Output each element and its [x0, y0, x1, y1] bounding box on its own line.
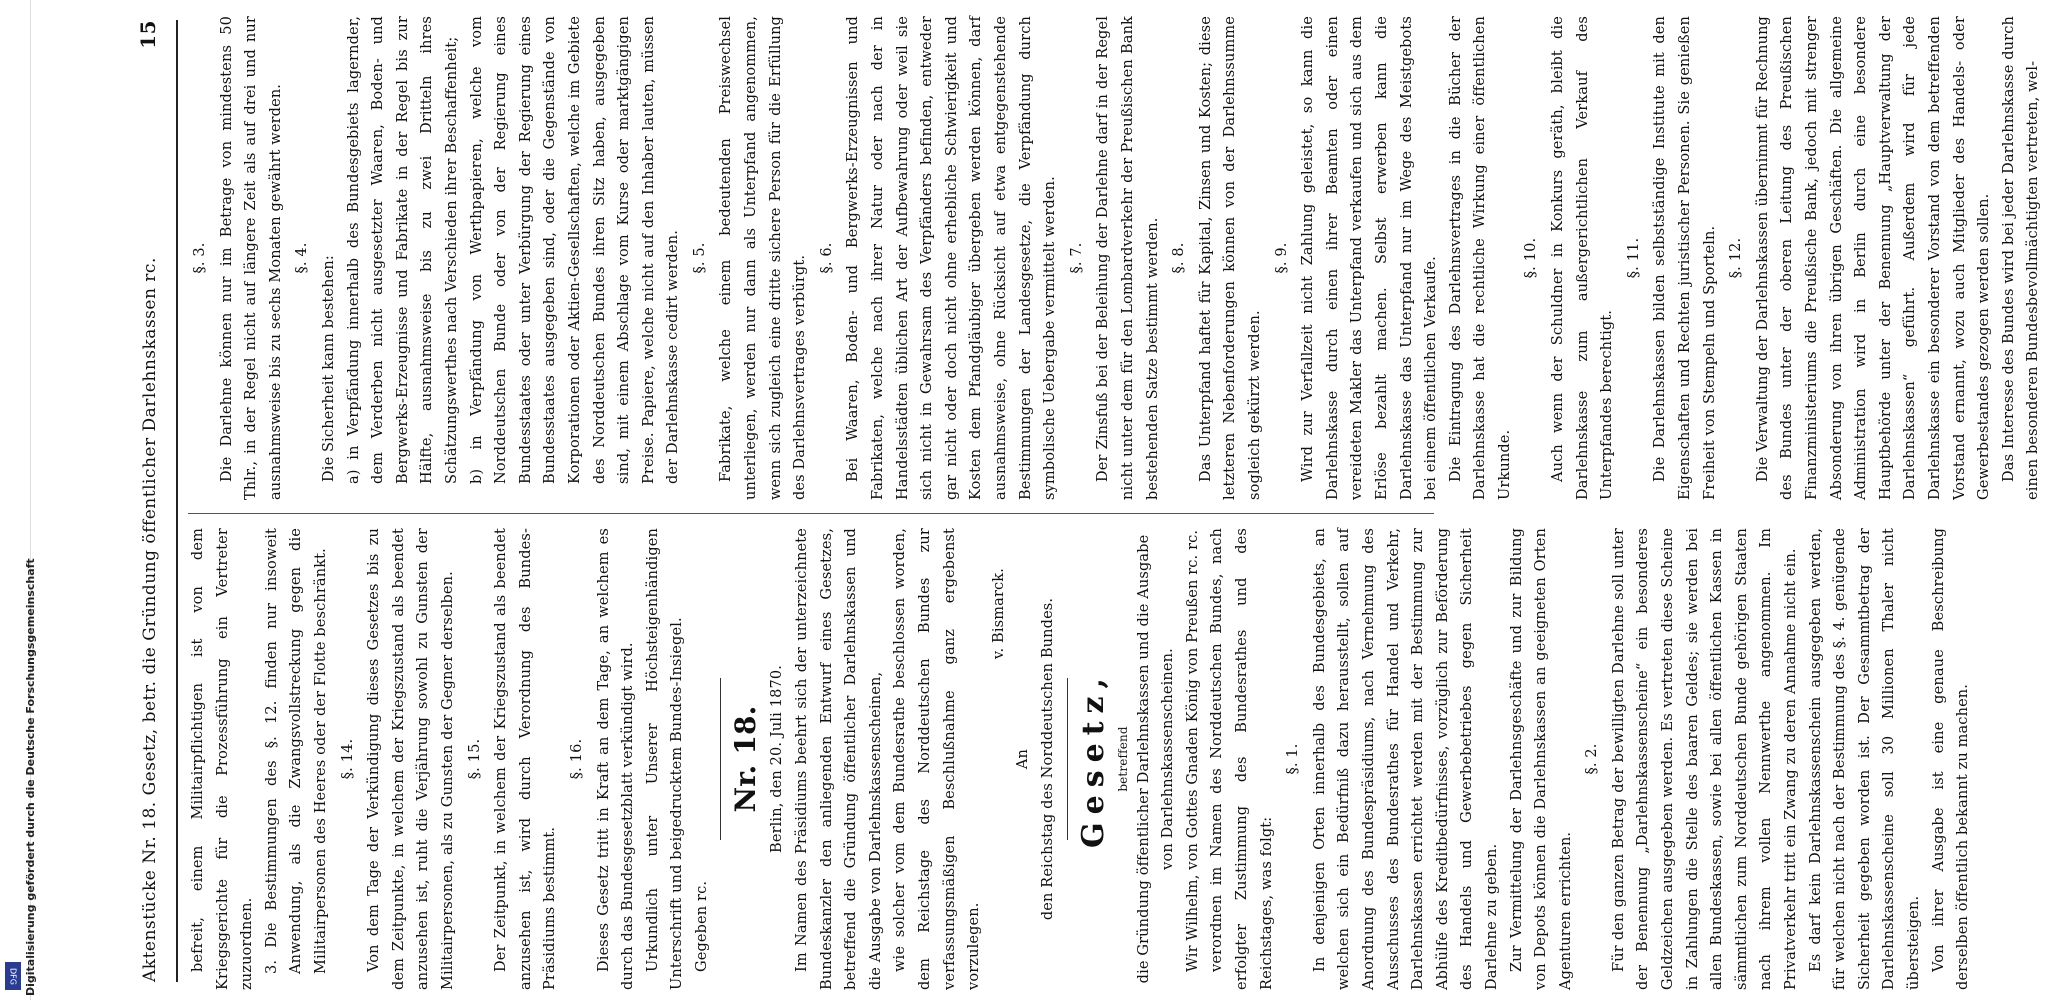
- digitization-notice: Digitalisierung gefördert durch die Deutsche Forschungsgemeinschaft: [24, 558, 37, 996]
- date-line: Berlin, den 20. Juli 1870.: [769, 665, 786, 853]
- paragraph: Der Zeitpunkt, in welchem der Kriegszustand als beendet anzusehen ist, wird durch Verordnung des Bundes-Präsidiums bestimmt.: [493, 528, 559, 990]
- section-heading: §. 10.: [1523, 237, 1540, 279]
- separator: [1067, 678, 1068, 840]
- paragraph: Es darf kein Darlehnskassenschein ausgegeben werden, für welchen nicht nach der Bestimmung des §. 4. genügende Sicherheit gegeben worden ist. Der Gesammtbetrag der Darlehnskassenscheine soll 30 Millionen Thaler nicht übersteigen.: [1807, 528, 1922, 990]
- paragraph: Bei Waaren, Boden- und Bergwerks-Erzeugnissen und Fabrikaten, welche nach ihrer Natur oder nach der in Handelsstädten üblichen Art der Aufbewahrung oder weil sie sich nicht in Gewahrsam des Verpfänders befinden, entweder gar nicht oder doch nicht ohne erhebliche Schwierigkeit und Kosten dem Pfandgläubiger übergeben werden können, darf ausnahmsweise, ohne Rücksicht auf etwa entgegenstehende Bestimmungen der Landesgesetze, die Verpfändung durch symbolische Uebergabe vermittelt werden.: [845, 16, 1059, 500]
- section-heading: §. 4.: [294, 242, 311, 274]
- section-heading: §. 7.: [1068, 242, 1085, 274]
- running-title: Aktenstücke Nr. 18. Gesetz, betr. die Gründung öffentlicher Darlehnskassen rc.: [140, 257, 160, 982]
- addressee-prefix: An: [1015, 748, 1032, 770]
- paragraph: Der Zinsfuß bei der Beleihung der Darlehne darf in der Regel nicht unter dem für den Lombardverkehr der Preußischen Bank bestehenden Satze bestimmt werden.: [1095, 16, 1161, 500]
- section-heading: §. 15.: [466, 738, 483, 780]
- law-subject: die Gründung öffentlicher Darlehnskassen und die Ausgabe von Darlehnskassenscheinen.: [1135, 534, 1177, 984]
- paragraph: Urkundlich unter Unserer Höchsteigenhändigen Unterschrift und beigedrucktem Bundes-Insiegel.: [644, 528, 686, 990]
- paragraph: In denjenigen Orten innerhalb des Bundesgebiets, an welchen sich ein Bedürfniß dazu herausstellt, sollen auf Anordnung des Bundespräsidiums, nach Vernehmung des Ausschusses des Bundesrathes für Handel und Verkehr, Darlehnskassen errichtet werden mit der Bestimmung zur Abhülfe des Kreditbedürfnisses, vorzüglich zur Beförderung des Handels und Gewerbebetriebes gegen Sicherheit Darlehne zu geben.: [1311, 528, 1500, 990]
- addressee: den Reichstag des Norddeutschen Bundes.: [1040, 597, 1056, 921]
- digitization-sidebar: [0, 0, 37, 1000]
- law-betreffend: betreffend: [1115, 726, 1130, 792]
- section-heading: §. 1.: [1285, 743, 1302, 775]
- paragraph: wie solcher vom dem Bundesrathe beschlossen worden, dem Reichstage des Norddeutschen Bundes zur verfassungsmäßigen Beschlußnahme ganz ergebenst vorzulegen.: [892, 528, 983, 990]
- paragraph: Fabrikate, welche einem bedeutenden Preiswechsel unterliegen, werden nur dann als Unterpfand angenommen, wenn sich zugleich eine dritte sichere Person für die Erfüllung des Darlehnsvertrages verbürgt.: [718, 16, 809, 500]
- law-title: Gesetz,: [1075, 669, 1111, 849]
- section-heading: §. 12.: [1728, 237, 1745, 279]
- paragraph: Wir Wilhelm, von Gottes Gnaden König von Preußen rc. rc.: [1184, 529, 1201, 972]
- paragraph: Von dem Tage der Verkündigung dieses Gesetzes bis zu dem Zeitpunkte, in welchem der Kriegszustand als beendet anzusehen ist, ruht die Verjährung sowohl zu Gunsten der Militairpersonen, als zu Gunsten der Gegner derselben.: [366, 528, 456, 990]
- paragraph: 3. Die Bestimmungen des §. 12. finden nur insoweit Anwendung, als die Zwangsvollstreckung gegen die Militairpersonen des Heeres oder der Flotte beschränkt.: [263, 528, 329, 974]
- list-item: b) in Verpfändung von Werthpapieren, welche vom Norddeutschen Bunde oder von der Regierung eines Bundesstaates oder unter Verbürgung der Regierung eines Bundesstaates ausgegeben sind, oder die Gegenstände von Korporationen oder Aktien-Gesellschaften, welche im Gebiete des Norddeutschen Bundes ihren Sitz haben, ausgegeben sind, mit einem Abschlage vom Kurse oder marktgängigen Preise. Papiere, welche nicht auf den Inhaber lauten, müssen der Darlehnskasse cedirt werden.: [468, 16, 682, 484]
- paragraph: Das Interesse des Bundes wird bei jeder Darlehnskasse durch einen besonderen Bundesbevollmächtigten vertreten, wel-: [2000, 16, 2042, 500]
- section-heading: §. 9.: [1273, 242, 1290, 274]
- paragraph: Die Eintragung des Darlehnsvertrages in die Bücher der Darlehnskasse hat die rechtliche Wirkung einer öffentlichen Urkunde.: [1447, 16, 1513, 500]
- paragraph: verordnen im Namen des Norddeutschen Bundes, nach erfolgter Zustimmung des Bundesrathes und des Reichstages, was folgt:: [1209, 528, 1275, 990]
- paragraph: Die Verwaltung der Darlehnskassen übernimmt für Rechnung des Bundes unter der oberen Leitung des Preußischen Finanzministeriums die Preußische Bank, jedoch mit strenger Absonderung von ihren übrigen Geschäften. Die allgemeine Administration wird in Berlin durch eine besondere Hauptbehörde unter der Benennung „Hauptverwaltung der Darlehnskassen“ geführt. Außerdem wird für jede Darlehnskasse ein besonderer Vorstand von dem betreffenden Vorstand ernannt, wozu auch Mitglieder des Handels- oder Gewerbestandes gezogen werden sollen.: [1754, 16, 1993, 500]
- left-column: [186, 528, 1972, 990]
- section-heading: §. 8.: [1171, 242, 1188, 274]
- list-item: a) in Verpfändung innerhalb des Bundesgebiets lagernder, dem Verderben nicht ausgesetzter Waaren, Boden- und Bergwerks-Erzeugnisse und Fabrikate in der Regel bis zur Hälfte, ausnahmsweise bis zu zwei Dritteln ihres Schätzungswerthes nach Verschieden ihrer Beschaffenheit;: [345, 16, 460, 484]
- section-heading: §. 14.: [339, 738, 356, 780]
- header-rule: [176, 20, 178, 982]
- separator: [720, 678, 721, 840]
- page-number: 15: [136, 20, 160, 49]
- section-heading: §. 2.: [1584, 743, 1601, 775]
- place-line: Gegeben rc.: [693, 880, 710, 972]
- section-heading: §. 6.: [818, 242, 835, 274]
- paragraph: befreit, einem Militairpflichtigen ist von dem Kriegsgerichte für die Prozessführung ein Vertreter zuzuordnen.: [190, 528, 256, 990]
- right-column: [186, 16, 2042, 500]
- paragraph: Wird zur Verfallzeit nicht Zahlung geleistet, so kann die Darlehnskasse durch einen ihrer Beamten oder einen vereideten Makler das Unterpfand verkaufen und sich aus dem Erlöse bezahlt machen. Selbst erwerben kann die Darlehnskasse das Unterpfand nur im Wege des Meistgebots bei einem öffentlichen Verkaufe.: [1300, 16, 1440, 500]
- dfg-logo: DFG: [5, 962, 21, 990]
- section-heading: §. 16.: [568, 738, 585, 780]
- document-number: Nr. 18.: [729, 705, 763, 813]
- paragraph: Dieses Gesetz tritt in Kraft an dem Tage, an welchem es durch das Bundesgesetzblatt verkündigt wird.: [595, 528, 637, 990]
- paragraph: Zur Vermittelung der Darlehnsgeschäfte und zur Bildung von Depots können die Darlehnskassen an geeigneten Orten Agenturen errichten.: [1508, 528, 1574, 990]
- paragraph: Die Darlehne können nur im Betrage von mindestens 50 Thlr., in der Regel nicht auf längere Zeit als auf drei und nur ausnahmsweise bis zu sechs Monaten gewährt werden.: [218, 16, 284, 500]
- page-header: [136, 20, 174, 982]
- column-divider: [188, 513, 1434, 514]
- scanned-page: [116, 0, 2042, 1000]
- signature: v. Bismarck.: [990, 568, 1007, 660]
- paragraph: Die Darlehnskassen bilden selbstständige Institute mit den Eigenschaften und Rechten juristischer Personen. Sie genießen Freiheit von Stempeln und Sporteln.: [1652, 16, 1718, 500]
- paragraph: Auch wenn der Schuldner in Konkurs geräth, bleibt die Darlehnskasse zum außergerichtlichen Verkauf des Unterpfandes berechtigt.: [1550, 16, 1616, 500]
- paragraph: Im Namen des Präsidiums beehrt sich der unterzeichnete Bundeskanzler den anliegenden Entwurf eines Gesetzes, betreffend die Gründung öffentlicher Darlehnskassen und die Ausgabe von Darlehnskassenscheinen,: [794, 528, 884, 990]
- paragraph: Von ihrer Ausgabe ist eine genaue Beschreibung derselben öffentlich bekannt zu machen.: [1930, 528, 1972, 990]
- section-heading: §. 5.: [691, 242, 708, 274]
- section-heading: §. 3.: [192, 242, 208, 274]
- paragraph: Die Sicherheit kann bestehen:: [320, 255, 337, 482]
- paragraph: Das Unterpfand haftet für Kapital, Zinsen und Kosten; diese letzteren Nebenforderungen können von der Darlehnssumme sogleich gekürzt werden.: [1197, 16, 1263, 500]
- section-heading: §. 11.: [1625, 237, 1642, 279]
- paragraph: Für den ganzen Betrag der bewilligten Darlehne soll unter der Benennung „Darlehnskassenscheine“ ein besonderes Geldzeichen ausgegeben werden. Es vertreten diese Scheine in Zahlungen die Stelle des baaren Geldes; sie werden bei allen Bundeskassen, sowie bei allen öffentlichen Kassen in sämmtlichen zum Norddeutschen Bunde gehörigen Staaten nach ihrem vollen Nennwerthe angenommen. Im Privatverkehr tritt ein Zwang zu deren Annahme nicht ein.: [1610, 528, 1800, 990]
